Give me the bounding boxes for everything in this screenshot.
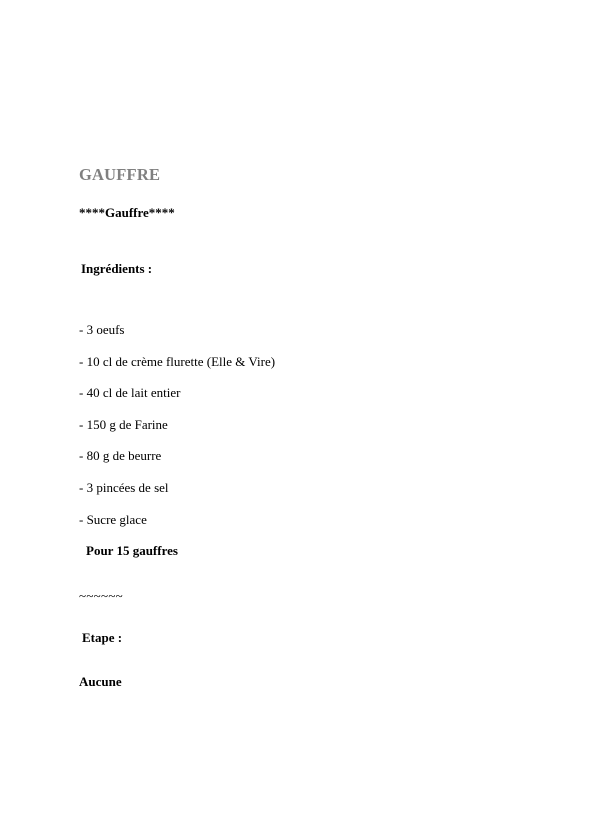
separator: ~~~~~~	[79, 588, 123, 603]
step-body: Aucune	[79, 674, 122, 689]
ingredient-item: - 10 cl de crème flurette (Elle & Vire)	[79, 353, 276, 369]
ingredient-item: - 40 cl de lait entier	[79, 385, 181, 401]
ingredients-heading: Ingrédients :	[81, 261, 153, 276]
ingredient-item: - 3 oeufs	[79, 322, 125, 337]
step-heading: Etape :	[82, 630, 123, 645]
ingredient-list	[79, 322, 275, 543]
ingredient-item: - 150 g de Farine	[79, 416, 168, 432]
yield-line: Pour 15 gauffres	[86, 543, 178, 558]
ingredient-item: - Sucre glace	[79, 511, 147, 527]
ingredient-item: - 3 pincées de sel	[79, 479, 169, 495]
ingredient-item: - 80 g de beurre	[79, 448, 162, 464]
recipe-subtitle: ****Gauffre****	[79, 205, 175, 220]
recipe-title: GAUFFRE	[79, 165, 161, 184]
